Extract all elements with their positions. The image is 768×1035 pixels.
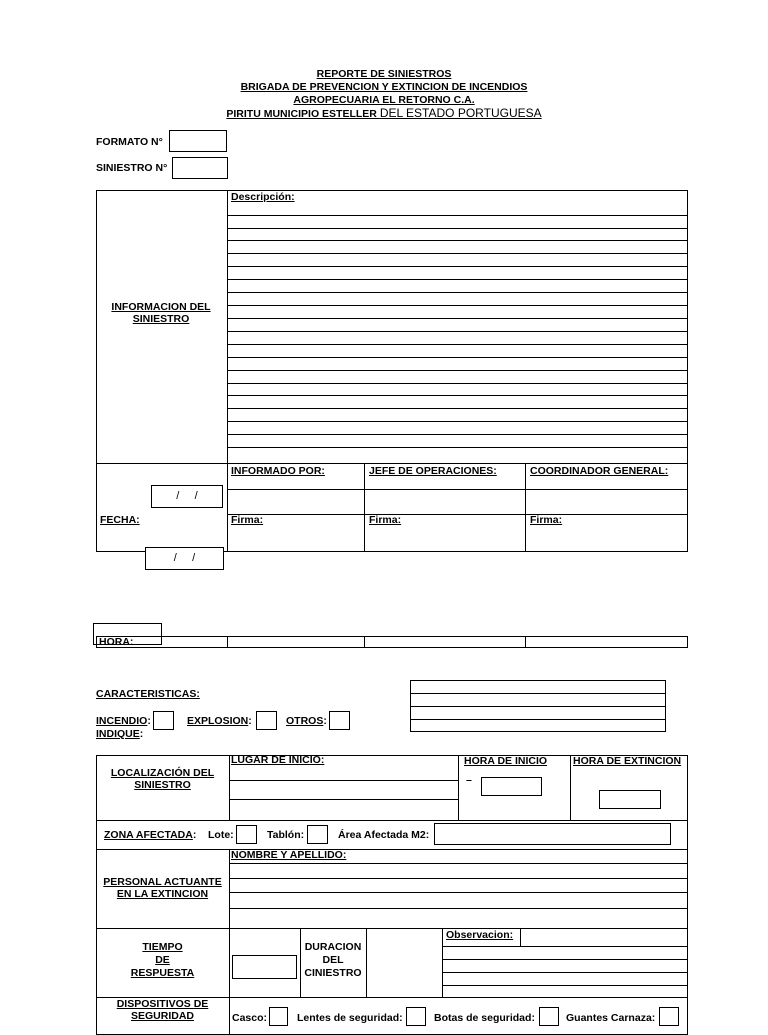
siniestro-field[interactable] <box>172 157 228 179</box>
observacion-label: Observacion: <box>446 929 514 941</box>
tiempo-respuesta-field[interactable] <box>232 955 297 979</box>
firma-jefe: Firma: <box>369 514 402 526</box>
fecha-field-1[interactable] <box>151 485 223 508</box>
firma-coordinador: Firma: <box>530 514 563 526</box>
dispositivos-label: DISPOSITIVOS DE SEGURIDAD <box>116 998 209 1022</box>
hora-extincion-field[interactable] <box>599 790 661 809</box>
caracteristicas-title: CARACTERISTICAS: <box>96 688 200 700</box>
hora-inicio-dash: – <box>466 774 472 786</box>
tiempo-label-2: DE <box>155 954 170 966</box>
report-title: REPORTE DE SINIESTROS <box>316 68 452 80</box>
otros-checkbox[interactable] <box>329 711 350 730</box>
explosion-label <box>187 715 252 727</box>
lentes-label: Lentes de seguridad: <box>297 1012 403 1024</box>
incendio-label <box>96 715 151 727</box>
fecha-field-2[interactable] <box>145 547 224 570</box>
formato-label: FORMATO N° <box>96 136 163 148</box>
incendio-checkbox[interactable] <box>153 711 174 730</box>
lentes-checkbox[interactable] <box>406 1007 426 1026</box>
lugar-inicio-label: LUGAR DE INICIO: <box>231 754 325 766</box>
hora-row <box>96 636 688 648</box>
botas-checkbox[interactable] <box>539 1007 559 1026</box>
guantes-label: Guantes Carnaza: <box>566 1012 656 1024</box>
indique-text: INDIQUE <box>96 728 140 740</box>
formato-field[interactable] <box>169 130 227 152</box>
explosion-text: EXPLOSION <box>187 715 249 727</box>
lote-field[interactable] <box>236 825 257 844</box>
explosion-checkbox[interactable] <box>256 711 277 730</box>
zona-text: ZONA AFECTADA <box>104 829 193 841</box>
indique-colon: : <box>139 728 144 740</box>
coordinador-general-label: COORDINADOR GENERAL: <box>530 465 669 477</box>
otros-colon: : <box>323 715 327 727</box>
hora-extincion-label: HORA DE EXTINCION <box>573 755 682 767</box>
date-placeholder-1: / / <box>176 490 198 502</box>
guantes-checkbox[interactable] <box>659 1007 679 1026</box>
incendio-colon: : <box>147 715 151 727</box>
area-label: Área Afectada M2: <box>338 829 430 841</box>
botas-label: Botas de seguridad: <box>434 1012 535 1024</box>
casco-label: Casco: <box>232 1012 268 1024</box>
duracion-label-2: DEL <box>322 954 344 966</box>
location-title-b: DEL ESTADO PORTUGUESA <box>379 106 542 120</box>
indique-label <box>96 728 143 740</box>
tablon-field[interactable] <box>307 825 328 844</box>
nombre-apellido-label: NOMBRE Y APELLIDO: <box>231 849 347 861</box>
hora-inicio-label: HORA DE INICIO <box>464 755 548 767</box>
company-title: AGROPECUARIA EL RETORNO C.A. <box>293 94 475 106</box>
jefe-operaciones-label: JEFE DE OPERACIONES: <box>369 465 497 477</box>
tablon-label: Tablón: <box>267 829 305 841</box>
personal-label: PERSONAL ACTUANTE EN LA EXTINCION <box>103 876 222 900</box>
info-label: INFORMACION DEL SINIESTRO <box>111 301 211 325</box>
otros-text: OTROS <box>286 715 324 727</box>
duracion-label-1: DURACION <box>304 941 362 953</box>
zona-label <box>104 829 196 841</box>
explosion-colon: : <box>248 715 252 727</box>
area-field[interactable] <box>434 823 671 845</box>
date-placeholder-2: / / <box>173 552 196 564</box>
zona-colon: : <box>192 829 197 841</box>
incendio-text: INCENDIO <box>96 715 148 727</box>
fecha-label: FECHA: <box>100 514 140 526</box>
siniestro-label: SINIESTRO N° <box>96 162 168 174</box>
brigade-title: BRIGADA DE PREVENCION Y EXTINCION DE INCENDIOS <box>240 81 528 93</box>
localizacion-label: LOCALIZACIÓN DEL SINIESTRO <box>110 767 215 791</box>
lote-label: Lote: <box>208 829 234 841</box>
location-title-a: PIRITU MUNICIPIO ESTELLER <box>226 108 380 120</box>
hora-label: HORA: <box>99 636 134 648</box>
firma-informado: Firma: <box>231 514 264 526</box>
tiempo-label-1: TIEMPO <box>142 941 183 953</box>
informado-por-label: INFORMADO POR: <box>231 465 325 477</box>
location-title <box>0 107 768 121</box>
tiempo-label-3: RESPUESTA <box>130 967 195 979</box>
descripcion-label: Descripción: <box>231 191 295 203</box>
hora-inicio-field[interactable] <box>481 777 542 796</box>
casco-checkbox[interactable] <box>269 1007 288 1026</box>
otros-label <box>286 715 327 727</box>
duracion-label-3: CINIESTRO <box>304 967 362 979</box>
